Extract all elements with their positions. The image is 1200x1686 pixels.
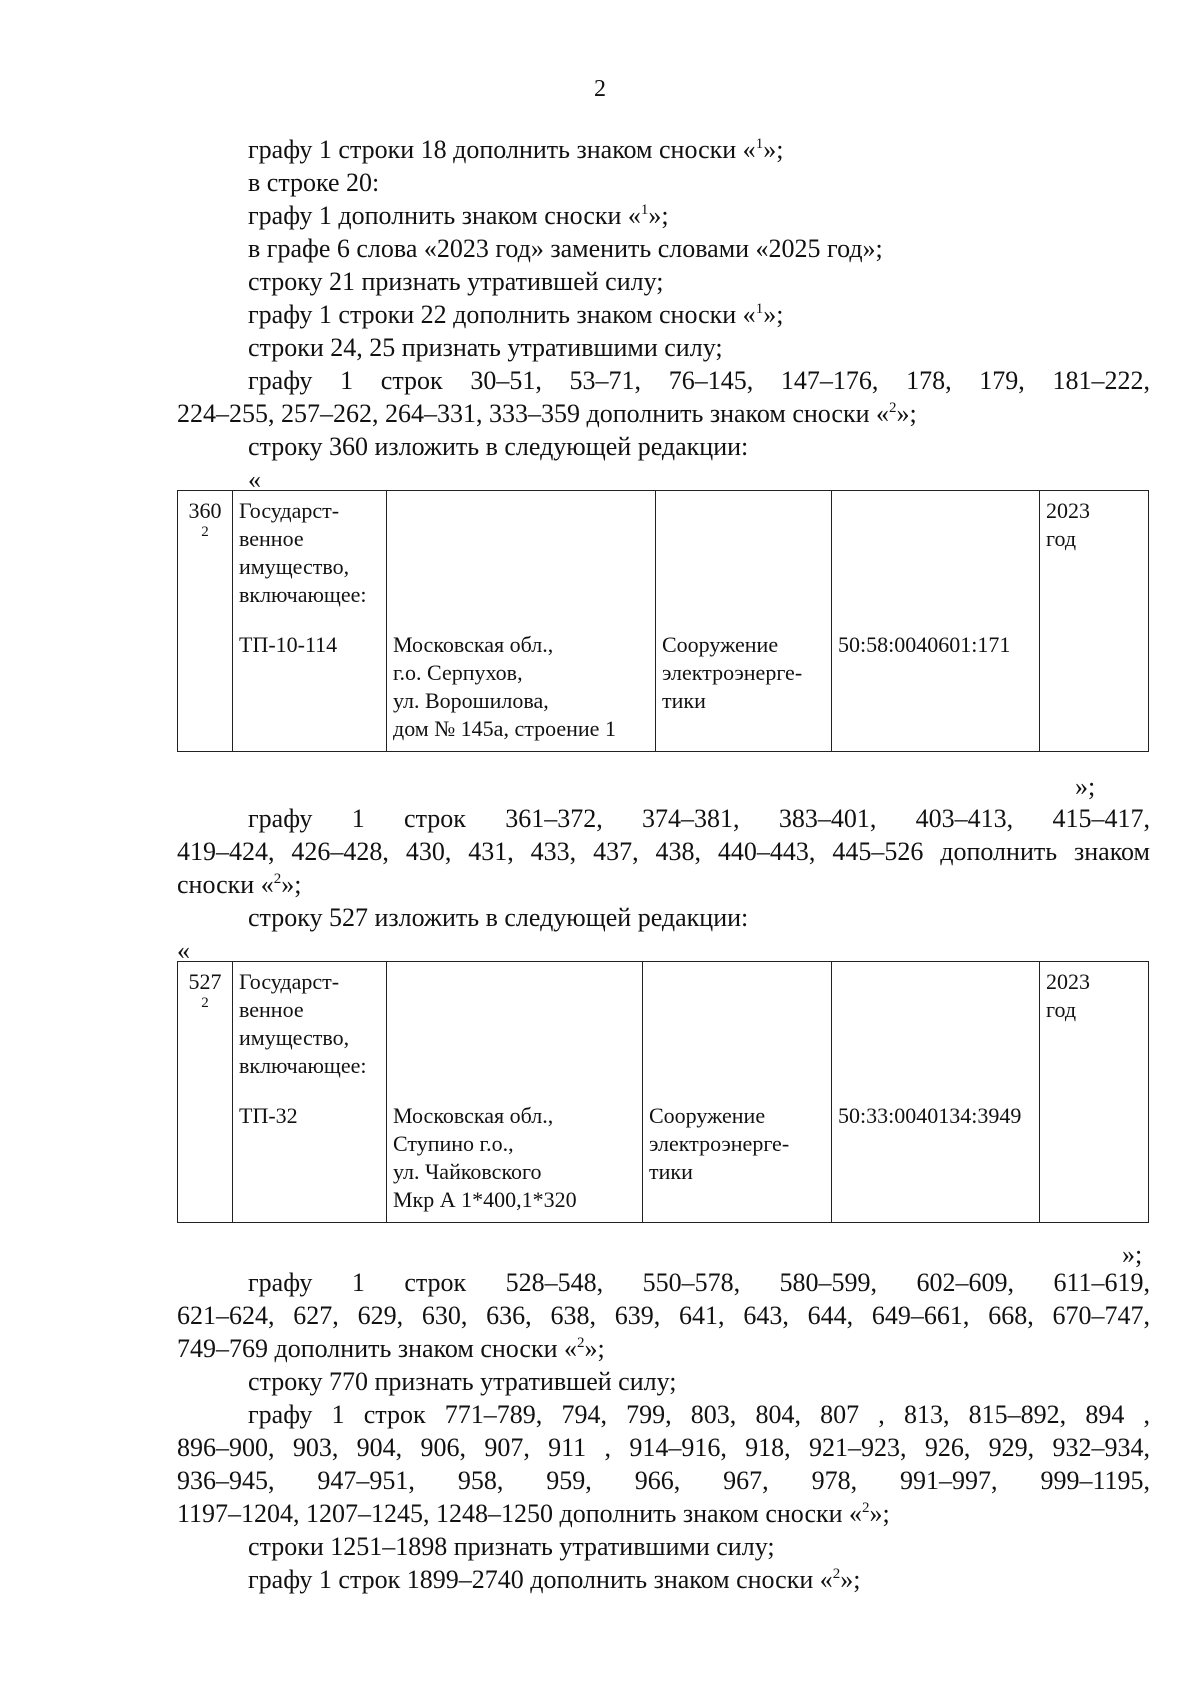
table-row bbox=[178, 491, 1149, 752]
year-text: 2023 bbox=[1046, 969, 1090, 994]
paragraph-line: графу 1 строк 30–51, 53–71, 76–145, 147–176, 178, 179, 181–222, bbox=[248, 366, 1150, 395]
type-text: Сооружение bbox=[649, 1103, 766, 1128]
table-row bbox=[178, 962, 1149, 1223]
row-number: 527 bbox=[188, 969, 222, 994]
row-number-cell bbox=[178, 962, 233, 1223]
text-line: графу 1 дополнить знаком сноски «$^1$»; bbox=[248, 201, 669, 230]
footnote-mark: 2 bbox=[201, 524, 209, 540]
year-text: 2023 bbox=[1046, 498, 1090, 523]
text-line: в графе 6 слова «2023 год» заменить словами «2025 год»; bbox=[248, 234, 883, 263]
year-text: год bbox=[1046, 526, 1077, 551]
paragraph-line: 936–945, 947–951, 958, 959, 966, 967, 978, 991–997, 999–1195, bbox=[177, 1466, 1150, 1495]
row-527-table bbox=[177, 961, 1149, 1223]
paragraph-line: 1197–1204, 1207–1245, 1248–1250 дополнить знаком сноски «$^2$»; bbox=[177, 1499, 890, 1528]
type-cell bbox=[643, 962, 832, 1223]
type-text: Сооружение bbox=[662, 632, 779, 657]
address-text: Мкр А 1*400,1*320 bbox=[393, 1187, 577, 1212]
paragraph-line: сноски «$^2$»; bbox=[177, 870, 302, 899]
address-cell bbox=[387, 491, 656, 752]
closing-quote: »; bbox=[1075, 772, 1096, 801]
item-name: ТП-10-114 bbox=[239, 632, 338, 657]
address-text: Ступино г.о., bbox=[393, 1131, 514, 1156]
opening-quote: « bbox=[177, 936, 190, 965]
address-text: дом № 145а, строение 1 bbox=[393, 716, 616, 741]
row-number-cell bbox=[178, 491, 233, 752]
paragraph-line: графу 1 строк 528–548, 550–578, 580–599, 602–609, 611–619, bbox=[248, 1268, 1150, 1297]
text-line: строки 24, 25 признать утратившими силу; bbox=[248, 333, 723, 362]
address-text: Московская обл., bbox=[393, 632, 554, 657]
paragraph-line: 419–424, 426–428, 430, 431, 433, 437, 438, 440–443, 445–526 дополнить знаком bbox=[177, 837, 1150, 866]
page-number: 2 bbox=[594, 76, 606, 102]
name-text: имущество, bbox=[239, 1025, 350, 1050]
address-text: г.о. Серпухов, bbox=[393, 660, 523, 685]
type-text: тики bbox=[649, 1159, 693, 1184]
year-cell bbox=[1040, 491, 1149, 752]
type-text: электроэнерге- bbox=[649, 1131, 790, 1156]
cadastral-number: 50:33:0040134:3949 bbox=[838, 1103, 1022, 1128]
paragraph-line: 749–769 дополнить знаком сноски «$^2$»; bbox=[177, 1334, 605, 1363]
name-text: включающее: bbox=[239, 582, 367, 607]
paragraph-line: 224–255, 257–262, 264–331, 333–359 дополнить знаком сноски «$^2$»; bbox=[177, 399, 917, 428]
text-line: графу 1 строки 22 дополнить знаком сноски «$^1$»; bbox=[248, 300, 784, 329]
name-text: включающее: bbox=[239, 1053, 367, 1078]
closing-quote: »; bbox=[1122, 1240, 1143, 1269]
row-number: 360 bbox=[188, 498, 222, 523]
address-text: ул. Ворошилова, bbox=[393, 688, 549, 713]
cadastral-cell bbox=[832, 962, 1040, 1223]
name-text: Государст- bbox=[239, 498, 340, 523]
type-cell bbox=[656, 491, 832, 752]
name-text: венное bbox=[239, 997, 304, 1022]
address-text: ул. Чайковского bbox=[393, 1159, 542, 1184]
address-cell bbox=[387, 962, 643, 1223]
text-line: графу 1 строк 1899–2740 дополнить знаком сноски «$^2$»; bbox=[248, 1565, 861, 1594]
paragraph-line: 621–624, 627, 629, 630, 636, 638, 639, 641, 643, 644, 649–661, 668, 670–747, bbox=[177, 1301, 1150, 1330]
text-line: в строке 20: bbox=[248, 168, 380, 197]
text-line: строки 1251–1898 признать утратившими силу; bbox=[248, 1532, 775, 1561]
paragraph-line: 896–900, 903, 904, 906, 907, 911 , 914–916, 918, 921–923, 926, 929, 932–934, bbox=[177, 1433, 1150, 1462]
text-line: строку 21 признать утратившей силу; bbox=[248, 267, 664, 296]
name-cell bbox=[233, 962, 387, 1223]
opening-quote: « bbox=[248, 465, 261, 494]
type-text: электроэнерге- bbox=[662, 660, 803, 685]
paragraph-line: графу 1 строк 361–372, 374–381, 383–401, 403–413, 415–417, bbox=[248, 804, 1150, 833]
name-text: венное bbox=[239, 526, 304, 551]
row-360-table bbox=[177, 490, 1149, 752]
year-text: год bbox=[1046, 997, 1077, 1022]
text-line: графу 1 строки 18 дополнить знаком сноски «$^1$»; bbox=[248, 135, 784, 164]
footnote-mark: 2 bbox=[201, 995, 209, 1011]
cadastral-number: 50:58:0040601:171 bbox=[838, 632, 1011, 657]
text-line: строку 770 признать утратившей силу; bbox=[248, 1367, 677, 1396]
text-line: строку 360 изложить в следующей редакции: bbox=[248, 432, 749, 461]
paragraph-line: графу 1 строк 771–789, 794, 799, 803, 804, 807 , 813, 815–892, 894 , bbox=[248, 1400, 1150, 1429]
name-cell bbox=[233, 491, 387, 752]
type-text: тики bbox=[662, 688, 706, 713]
item-name: ТП-32 bbox=[239, 1103, 298, 1128]
year-cell bbox=[1040, 962, 1149, 1223]
address-text: Московская обл., bbox=[393, 1103, 554, 1128]
text-line: строку 527 изложить в следующей редакции: bbox=[248, 903, 749, 932]
name-text: Государст- bbox=[239, 969, 340, 994]
name-text: имущество, bbox=[239, 554, 350, 579]
cadastral-cell bbox=[832, 491, 1040, 752]
